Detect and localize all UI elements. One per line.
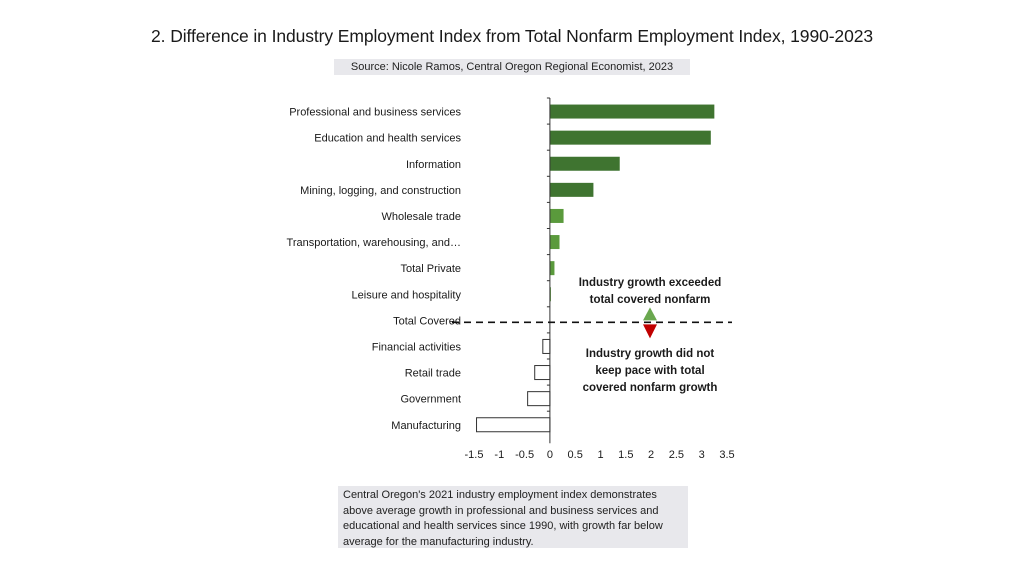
annotation-below-line: Industry growth did not <box>585 348 715 360</box>
bar-0 <box>550 105 714 119</box>
category-label: Retail trade <box>404 367 461 380</box>
bar-9 <box>543 339 550 353</box>
chart-title: 2. Difference in Industry Employment Index from Total Nonfarm Employment Index, 1990-2023 <box>151 26 873 46</box>
annotation-below-line: covered nonfarm growth <box>582 382 718 394</box>
bar-4 <box>550 209 564 223</box>
x-tick-label: 1.5 <box>618 449 634 461</box>
x-tick-label: 0 <box>546 449 553 461</box>
x-tick-label: 0.5 <box>567 449 583 461</box>
bar-6 <box>550 261 555 275</box>
category-label: Government <box>400 393 461 406</box>
category-label: Mining, logging, and construction <box>300 184 461 197</box>
x-tick-label: 2.5 <box>668 449 685 461</box>
category-label: Total Covered <box>393 315 461 328</box>
bar-11 <box>528 392 550 406</box>
x-tick-label: 2 <box>648 449 655 461</box>
category-label: Financial activities <box>371 341 461 354</box>
category-label: Transportation, warehousing, and… <box>286 237 461 250</box>
x-tick-label: -0.5 <box>515 449 535 461</box>
bar-3 <box>550 183 594 197</box>
bar-2 <box>550 157 620 171</box>
category-label: Total Private <box>400 263 461 276</box>
bar-1 <box>550 131 711 145</box>
annotation-above-line: Industry growth exceeded <box>578 277 722 289</box>
annotation-above-line: total covered nonfarm <box>589 294 711 306</box>
category-label: Information <box>405 158 461 171</box>
x-tick-label: 3 <box>698 449 705 461</box>
category-label: Manufacturing <box>391 419 461 432</box>
up-arrow-icon <box>643 307 657 320</box>
bar-12 <box>477 418 550 432</box>
category-label: Professional and business services <box>289 106 461 119</box>
category-label: Leisure and hospitality <box>351 289 461 302</box>
x-tick-label: -1 <box>494 449 505 461</box>
bar-10 <box>535 366 550 380</box>
annotation-below-line: keep pace with total <box>595 365 705 377</box>
x-tick-label: 1 <box>597 449 604 461</box>
bar-5 <box>550 235 560 249</box>
x-tick-label: -1.5 <box>464 449 484 461</box>
down-arrow-icon <box>643 324 657 338</box>
category-label: Wholesale trade <box>381 210 461 223</box>
chart-note: Central Oregon's 2021 industry employment index demonstrates above average growth in professional and business services and educational and health services since 1990, with growth far below average for the manufacturing industry. <box>338 486 688 548</box>
x-tick-label: 3.5 <box>719 449 735 461</box>
source-caption: Source: Nicole Ramos, Central Oregon Regional Economist, 2023 <box>334 59 690 75</box>
category-label: Education and health services <box>314 132 461 145</box>
